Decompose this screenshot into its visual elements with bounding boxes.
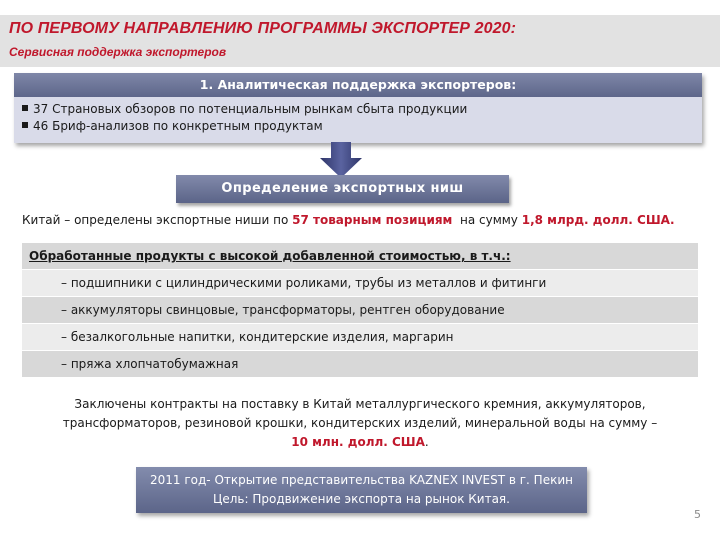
contracts-text: Заключены контракты на поставку в Китай металлургического кремния, аккумуляторов, трансформаторов, резиновой крошки, кондитерских изделий, минеральной воды на сумму – <box>62 397 658 430</box>
bullet-item <box>22 118 702 135</box>
office-line-1: 2011 год- Открытие представительства KAZNEX INVEST в г. Пекин <box>150 473 573 487</box>
contracts-suffix: . <box>424 435 429 449</box>
contracts-amount: 10 млн. долл. США <box>291 435 425 449</box>
office-line-2: Цель: Продвижение экспорта на рынок Китая. <box>213 492 510 506</box>
page-subtitle: Сервисная поддержка экспортеров <box>9 45 227 59</box>
table-row: – подшипники с цилиндрическими роликами, трубы из металлов и фитинги <box>22 270 698 297</box>
bullet-item <box>22 101 702 118</box>
analytics-bullets <box>14 97 702 135</box>
page-number: 5 <box>694 508 701 521</box>
analytics-box <box>14 73 702 143</box>
bullet-text: 37 Страновых обзоров по потенциальным рынкам сбыта продукции <box>33 102 468 116</box>
representative-office-box <box>136 467 587 513</box>
china-text-before: Китай – определены экспортные ниши по <box>22 213 293 227</box>
china-positions: 57 товарным позициям <box>292 213 453 227</box>
bullet-square-icon <box>22 105 28 111</box>
table-row: – пряжа хлопчатобумажная <box>22 351 698 378</box>
export-niche-banner: Определение экспортных ниш <box>176 175 509 203</box>
analytics-heading: 1. Аналитическая поддержка экспортеров: <box>14 73 702 97</box>
china-niche-text <box>22 213 675 227</box>
products-table <box>22 243 698 378</box>
page-title: ПО ПЕРВОМУ НАПРАВЛЕНИЮ ПРОГРАММЫ ЭКСПОРТЕР 2020: <box>9 20 517 37</box>
down-arrow-icon <box>320 142 362 178</box>
bullet-text: 46 Бриф-анализов по конкретным продуктам <box>33 119 323 133</box>
table-row: – аккумуляторы свинцовые, трансформаторы, рентген оборудование <box>22 297 698 324</box>
bullet-square-icon <box>22 122 28 128</box>
china-text-middle: на сумму <box>452 213 522 227</box>
contracts-paragraph <box>30 395 690 452</box>
china-amount: 1,8 млрд. долл. США. <box>521 213 675 227</box>
table-row: – безалкогольные напитки, кондитерские изделия, маргарин <box>22 324 698 351</box>
products-table-header: Обработанные продукты с высокой добавленной стоимостью, в т.ч.: <box>22 243 698 270</box>
